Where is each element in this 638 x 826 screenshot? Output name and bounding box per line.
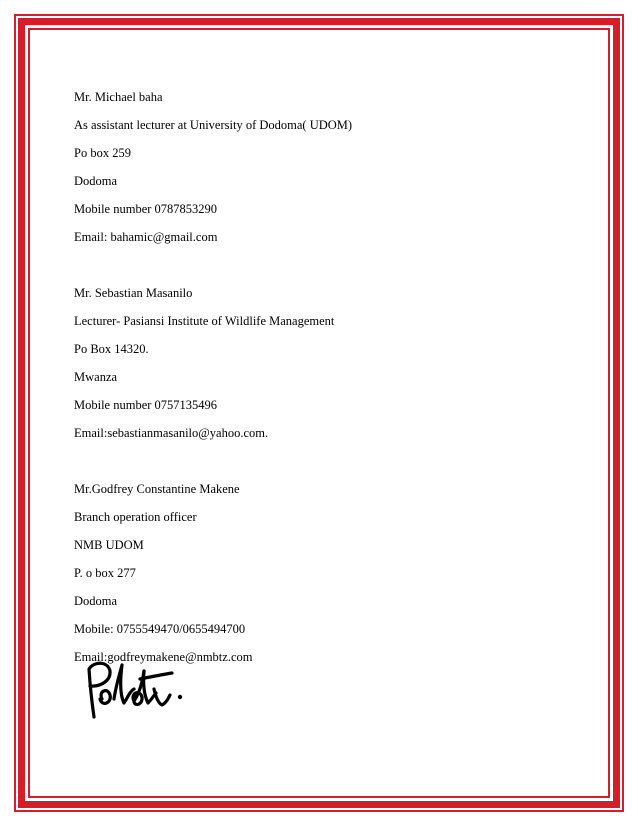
referee-mobile: Mobile number 0757135496 bbox=[74, 398, 218, 412]
referee-2 bbox=[74, 286, 574, 441]
spacer bbox=[74, 454, 574, 482]
referee-position: Lecturer- Pasiansi Institute of Wildlife Management bbox=[74, 314, 335, 328]
referee-email: Email:sebastianmasanilo@yahoo.com. bbox=[74, 426, 269, 440]
referee-po-box: Po box 259 bbox=[74, 146, 131, 160]
spacer bbox=[74, 258, 574, 286]
referee-1 bbox=[74, 90, 574, 245]
handwritten-signature bbox=[80, 655, 190, 725]
referee-name: Mr. Sebastian Masanilo bbox=[74, 286, 193, 300]
referee-city: Mwanza bbox=[74, 370, 118, 384]
referee-position: As assistant lecturer at University of Dodoma( UDOM) bbox=[74, 118, 353, 132]
referee-position: Branch operation officer bbox=[74, 510, 197, 524]
referee-name: Mr.Godfrey Constantine Makene bbox=[74, 482, 240, 496]
referee-po-box: P. o box 277 bbox=[74, 566, 136, 580]
referee-organization: NMB UDOM bbox=[74, 538, 144, 552]
referee-city: Dodoma bbox=[74, 594, 118, 608]
referee-3 bbox=[74, 482, 574, 665]
referee-mobile: Mobile number 0787853290 bbox=[74, 202, 218, 216]
referee-po-box: Po Box 14320. bbox=[74, 342, 149, 356]
referee-email: Email:godfreymakene@nmbtz.com bbox=[74, 650, 253, 664]
referee-email: Email: bahamic@gmail.com bbox=[74, 230, 218, 244]
referees-list bbox=[74, 90, 574, 678]
referee-name: Mr. Michael baha bbox=[74, 90, 163, 104]
referee-mobile: Mobile: 0755549470/0655494700 bbox=[74, 622, 246, 636]
referee-city: Dodoma bbox=[74, 174, 118, 188]
